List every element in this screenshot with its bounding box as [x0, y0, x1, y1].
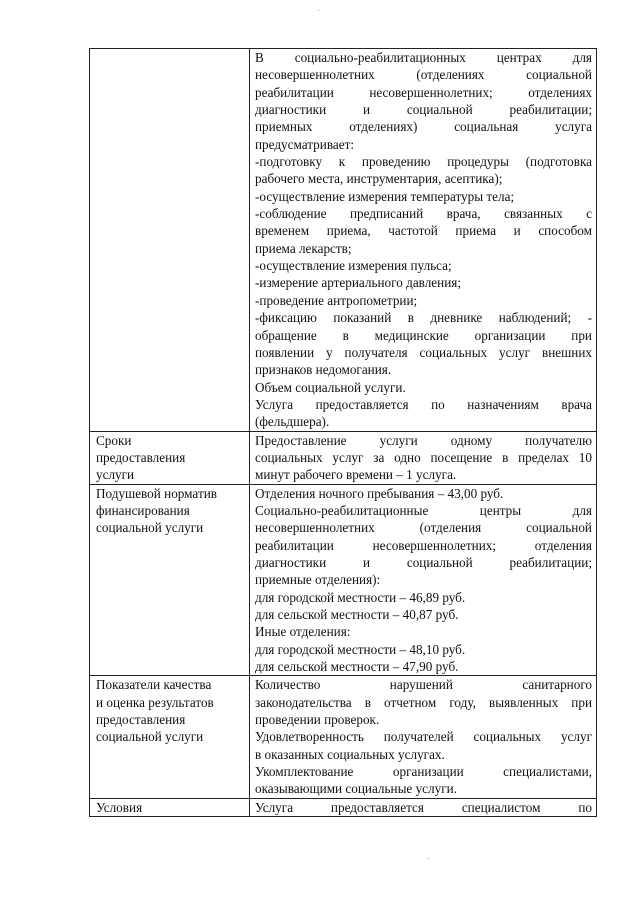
row-content-line: Предоставление услуги одному получателю: [255, 432, 592, 448]
row-content-line: несовершеннолетних (отделения социальной: [255, 520, 592, 536]
row-label-cell: [90, 431, 250, 484]
row-content-line: минут рабочего времени – 1 услуга.: [255, 467, 457, 483]
row-content-line: Количество нарушений санитарного: [255, 677, 592, 693]
row-content-line: -соблюдение предписаний врача, связанных с: [255, 206, 592, 222]
row-content-line: временем приема, частотой приема и способом: [255, 223, 592, 239]
row-label-cell: [90, 49, 250, 432]
row-content-cell: [250, 49, 597, 432]
row-content-line: признаков недомогания.: [255, 362, 392, 378]
row-content-line: реабилитации несовершеннолетних; отделениях: [255, 84, 592, 100]
row-label-line: Показатели качества: [96, 677, 212, 693]
row-content-line: -фиксацию показаний в дневнике наблюдений; -: [255, 310, 592, 326]
row-label-line: социальной услуги: [96, 729, 204, 745]
row-content-line: для сельской местности – 40,87 руб.: [255, 607, 459, 622]
row-content-line: Удовлетворенность получателей социальных услуг: [255, 729, 592, 745]
scan-speck: [428, 858, 429, 859]
row-content-line: -осуществление измерения температуры тела;: [255, 188, 515, 204]
row-content-line: приемные отделения):: [255, 572, 381, 588]
row-content-line: приемных отделениях) социальная услуга: [255, 119, 592, 135]
row-content-line: -осуществление измерения пульса;: [255, 258, 452, 274]
row-content-cell: [250, 798, 597, 816]
row-content-line: Социально-реабилитационные центры для: [255, 502, 592, 518]
services-table-body: [90, 49, 597, 817]
row-label-line: предоставления: [96, 449, 186, 465]
row-content-line: Иные отделения:: [255, 624, 351, 640]
row-label-line: услуги: [96, 467, 135, 483]
row-content-line: рабочего места, инструментария, асептика);: [255, 171, 503, 187]
row-label-line: социальной услуги: [96, 520, 204, 536]
row-content-line: -измерение артериального давления;: [255, 275, 462, 291]
row-service-terms: [90, 431, 597, 484]
row-label-cell: [90, 798, 250, 816]
row-content-line: Укомплектование организации специалистами,: [255, 764, 592, 780]
row-financing-standard: [90, 484, 597, 676]
row-content-cell: [250, 431, 597, 484]
row-label-line: Сроки: [96, 432, 132, 448]
row-content-line: несовершеннолетних (отделениях социальной: [255, 67, 592, 83]
row-content-line: в оказанных социальных услугах.: [255, 746, 445, 762]
row-content-line: Объем социальной услуги.: [255, 379, 406, 395]
row-label-line: предоставления: [96, 712, 186, 728]
row-content-line: Услуга предоставляется специалистом по: [255, 799, 592, 815]
row-content-cell: [250, 484, 597, 676]
row-content-cell: [250, 676, 597, 798]
row-content-line: реабилитации несовершеннолетних; отделения: [255, 537, 592, 553]
row-content-line: обращение в медицинские организации при: [255, 327, 592, 343]
row-content-line: законодательства в отчетном году, выявленных при: [255, 694, 592, 710]
row-label-cell: [90, 676, 250, 798]
row-label-line: финансирования: [96, 502, 190, 518]
row-content-line: оказывающими социальные услуги.: [255, 781, 457, 797]
row-procedure-description: [90, 49, 597, 432]
row-content-line: Услуга предоставляется по назначениям врача: [255, 396, 592, 412]
row-content-line: для городской местности – 48,10 руб.: [255, 641, 466, 657]
row-content-line: -проведение антропометрии;: [255, 292, 418, 308]
row-label-line: Подушевой норматив: [96, 485, 217, 501]
row-content-line: приема лекарств;: [255, 240, 352, 256]
row-content-line: диагностики и социальной реабилитации;: [255, 554, 592, 570]
services-table: [89, 48, 597, 817]
row-conditions: [90, 798, 597, 816]
row-quality-indicators: [90, 676, 597, 798]
row-content-line: диагностики и социальной реабилитации;: [255, 102, 592, 118]
row-content-line: для городской местности – 46,89 руб.: [255, 589, 466, 605]
row-label-line: Условия: [96, 799, 143, 815]
scan-speck: [318, 10, 319, 11]
row-content-line: появлении у получателя социальных услуг внешних: [255, 344, 592, 360]
row-label-line: и оценка результатов: [96, 694, 214, 710]
row-content-line: предусматривает:: [255, 136, 355, 152]
row-label-cell: [90, 484, 250, 676]
row-content-line: для сельской местности – 47,90 руб.: [255, 659, 459, 675]
row-content-line: проведении проверок.: [255, 712, 380, 728]
row-content-line: социальных услуг за одно посещение в пределах 10: [255, 449, 592, 465]
row-content-line: Отделения ночного пребывания – 43,00 руб.: [255, 485, 504, 501]
row-content-line: -подготовку к проведению процедуры (подготовка: [255, 154, 592, 170]
row-content-line: В социально-реабилитационных центрах для: [255, 50, 592, 65]
row-content-line: (фельдшера).: [255, 414, 330, 430]
